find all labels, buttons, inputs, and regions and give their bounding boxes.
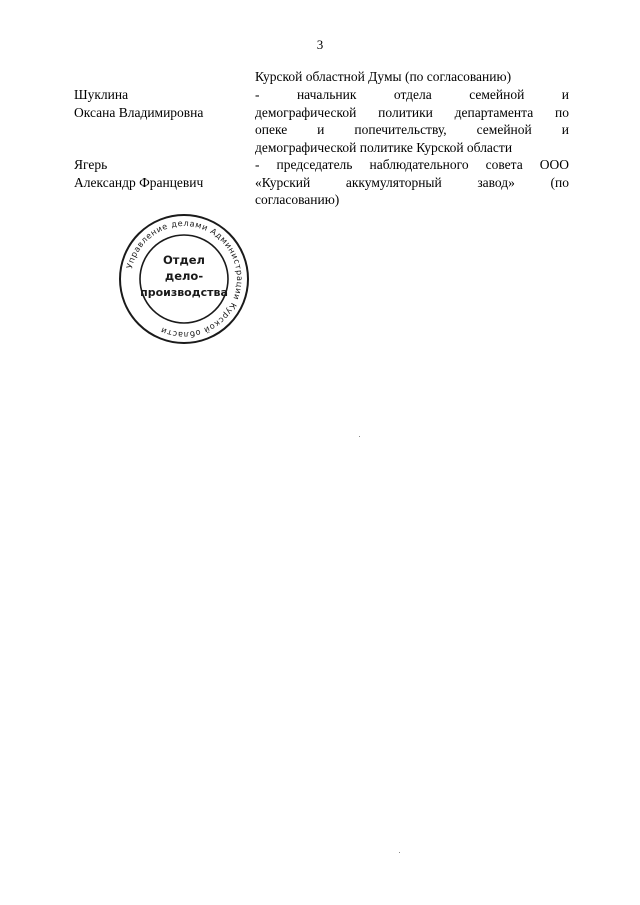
member-1-desc-line: демографической политике Курской области bbox=[255, 139, 513, 155]
member-2-desc-line: согласованию) bbox=[255, 192, 340, 207]
member-2-name-line1: Ягерь bbox=[74, 157, 108, 172]
stamp-center-line1: Отдел bbox=[163, 253, 205, 267]
member-2-name-line2: Александр Францевич bbox=[74, 175, 204, 190]
office-stamp bbox=[117, 212, 251, 346]
member-1-desc-line: опеке и попечительству, семейной и bbox=[255, 122, 569, 137]
member-1-description bbox=[255, 86, 569, 156]
scan-speck bbox=[359, 436, 360, 437]
stamp-center-line2: дело- bbox=[164, 269, 204, 283]
continuation-text: Курской областной Думы (по согласованию) bbox=[255, 69, 512, 84]
stamp-center-line3: производства bbox=[140, 286, 228, 299]
scan-speck bbox=[399, 852, 400, 853]
member-1-desc-line: - начальник отдела семейной и bbox=[255, 87, 569, 102]
page-number: 3 bbox=[316, 37, 324, 52]
member-2-desc-line: - председатель наблюдательного совета ООО bbox=[255, 157, 569, 172]
stamp-ring-textpath: Управление делами Администрации Курской области bbox=[124, 217, 246, 341]
member-2-description bbox=[255, 156, 569, 209]
member-1-desc-line: демографической политики департамента по bbox=[255, 104, 569, 120]
member-1-name-line1: Шуклина bbox=[74, 87, 129, 102]
member-1-name-line2: Оксана Владимировна bbox=[74, 105, 204, 120]
member-2-desc-line: «Курский аккумуляторный завод» (по bbox=[255, 174, 569, 190]
